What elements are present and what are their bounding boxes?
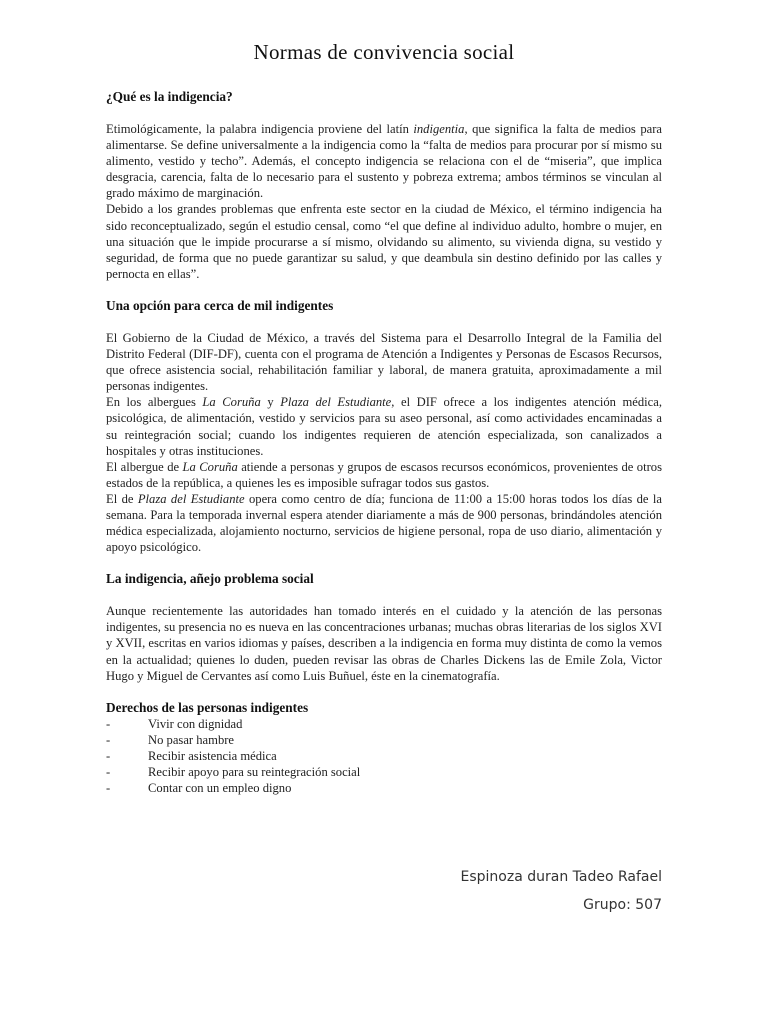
bullet-dash: -	[106, 716, 111, 731]
rights-item-text: No pasar hambre	[148, 732, 235, 747]
text-run: Etimológicamente, la palabra indigencia proviene del latín	[106, 122, 414, 136]
paragraph	[106, 121, 662, 201]
italic-text: Plaza del Estudiante	[280, 395, 392, 410]
text-run: opera como centro de día; funciona de 11:00 a 15:00 horas todos los días de la semana. Para la temporada invernal espera atender diariamente a más de 900 personas, brindándoles atención médica especializada, alojamiento nocturno, servicios de higiene personal, ropa de uso diario, alimentación y apoyo psicológico.	[106, 491, 662, 555]
section-body	[106, 330, 662, 555]
paragraph	[106, 603, 662, 683]
bullet-dash: -	[106, 780, 111, 795]
rights-item-text: Recibir asistencia médica	[148, 748, 277, 763]
bullet-dash: -	[106, 764, 111, 779]
section-body	[106, 603, 662, 683]
paragraph	[106, 491, 662, 555]
rights-item-text: Vivir con dignidad	[148, 716, 243, 731]
bullet-dash: -	[106, 748, 111, 763]
paragraph	[106, 201, 662, 281]
bullet-dash: -	[106, 732, 111, 747]
group-label: Grupo: 507	[583, 897, 662, 913]
text-run: Debido a los grandes problemas que enfrenta este sector en la ciudad de México, el término indigencia ha sido reconceptualizado, según el estudio censal, como “el que define al individuo adulto, hombre o mujer, en una situación que le impide procurarse a sí mismo, olvidando su alimento, su vivienda digna, su vestido y seguridad, de forma que no puede garantizar su salud, y que deambula sin destino definido por las calles y pernocta en ellas”.	[106, 202, 662, 281]
section	[106, 571, 662, 683]
rights-list-item	[106, 780, 662, 796]
rights-item-text: Contar con un empleo digno	[148, 780, 292, 795]
italic-text: La Coruña	[182, 459, 238, 474]
text-run: y	[260, 395, 281, 410]
italic-text: indigentia	[413, 122, 465, 136]
sections-container	[106, 89, 662, 684]
text-run: Aunque recientemente las autoridades han tomado interés en el cuidado y la atención de las personas indigentes, su presencia no es nueva en las concentraciones urbanas; muchas obras literarias de los siglos XVI y XVII, escritas en varios idiomas y países, describen a la indigencia en forma muy distinta de como la vemos en la actualidad; quienes lo duden, pueden revisar las obras de Charles Dickens las de Emile Zola, Victor Hugo y Miguel de Cervantes así como Luis Buñuel, éste en la cinematografía.	[106, 604, 662, 683]
rights-heading: Derechos de las personas indigentes	[106, 699, 309, 715]
rights-section	[106, 700, 662, 796]
text-run: En los albergues	[106, 395, 203, 410]
section-heading: ¿Qué es la indigencia?	[106, 89, 233, 104]
text-run: atiende a personas y grupos de escasos recursos económicos, provenientes de otros estados de la república, a quienes les es imposible sufragar todos sus gastos.	[106, 459, 662, 490]
rights-list-item	[106, 716, 662, 732]
section	[106, 89, 662, 282]
author-name: Espinoza duran Tadeo Rafael	[460, 869, 662, 885]
section-heading: Una opción para cerca de mil indigentes	[106, 297, 334, 313]
document-title: Normas de convivencia social	[253, 40, 515, 64]
text-run: El albergue de	[106, 459, 183, 474]
rights-list-item	[106, 732, 662, 748]
section-heading: La indigencia, añejo problema social	[106, 571, 314, 587]
text-run: , que significa la falta de medios para alimentarse. Se define universalmente a la indigencia como la “falta de medios para procurar por sí mismo su alimento, vestido y techo”. Además, el concepto indigencia se relaciona con el de “miseria”, que implica desgracia, carencia, falta de lo necesario para el sustento y pobreza extrema; ambos términos se vinculan al grado máximo de marginación.	[106, 122, 662, 201]
rights-list	[106, 716, 662, 796]
rights-item-text: Recibir apoyo para su reintegración social	[148, 764, 361, 779]
text-run: El de	[106, 491, 138, 506]
italic-text: Plaza del Estudiante	[137, 491, 245, 506]
paragraph	[106, 394, 662, 458]
section-body	[106, 121, 662, 282]
rights-list-item	[106, 748, 662, 764]
rights-list-item	[106, 764, 662, 780]
section	[106, 298, 662, 555]
text-run: , el DIF ofrece a los indigentes atención médica, psicológica, de alimentación, vestido y servicios para su aseo personal, así como actividades encaminadas a su reintegración social; cuando los indigentes requieren de atención especializada, son canalizados a hospitales y otras instituciones.	[106, 395, 662, 458]
paragraph	[106, 330, 662, 394]
italic-text: La Coruña	[202, 395, 261, 410]
paragraph	[106, 459, 662, 491]
text-run: El Gobierno de la Ciudad de México, a través del Sistema para el Desarrollo Integral de la Familia del Distrito Federal (DIF-DF), cuenta con el programa de Atención a Indigentes y Personas de Escasos Recursos, que ofrece asistencia social, rehabilitación familiar y laboral, de manera gratuita, aproximadamente a mil personas indigentes.	[106, 330, 662, 394]
